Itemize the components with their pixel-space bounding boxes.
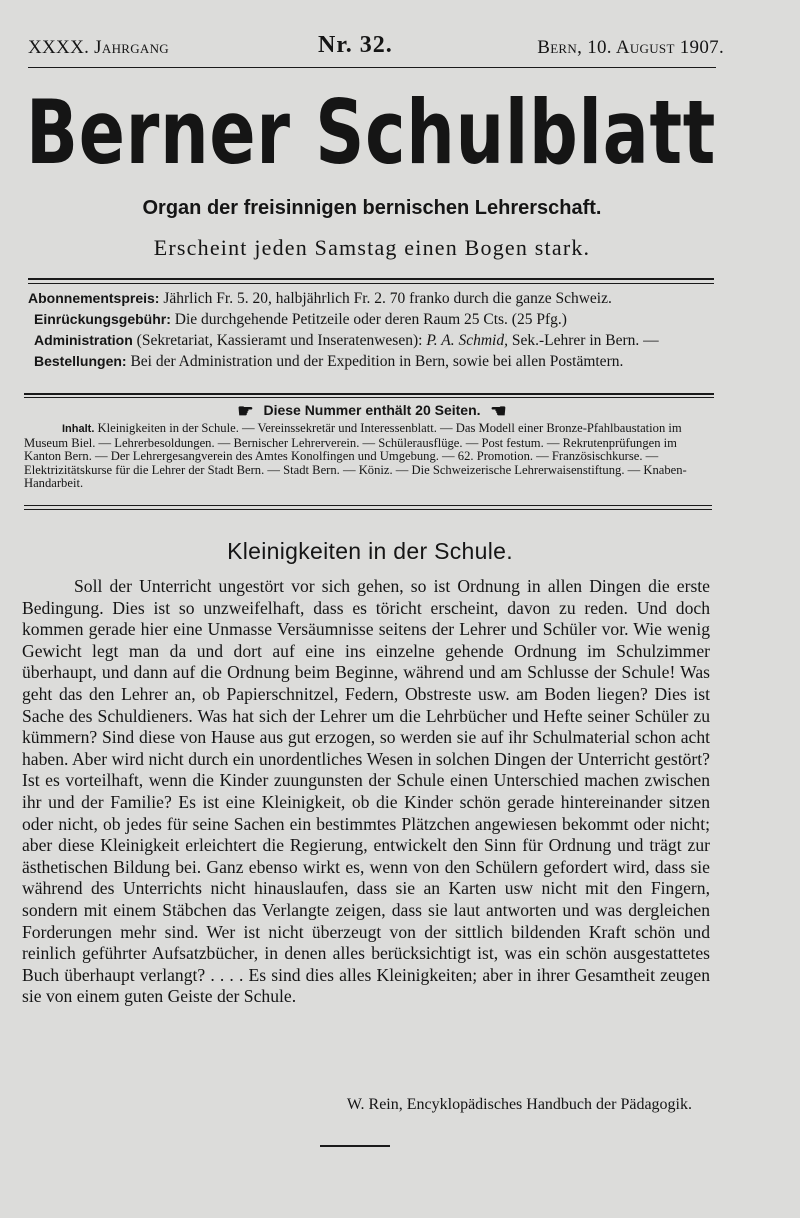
table-of-contents <box>24 422 714 491</box>
best-text: Bei der Administration und der Expedition in Bern, sowie bei allen Postämtern. <box>130 353 624 370</box>
einr-label: Einrückungsgebühr: <box>34 311 171 327</box>
pointing-hand-right-icon: ☛ <box>237 401 254 421</box>
abo-text: Jährlich Fr. 5. 20, halbjährlich Fr. 2. 70 franko durch die ganze Schweiz. <box>163 290 612 307</box>
end-rule <box>320 1145 390 1147</box>
best-label: Bestellungen: <box>34 353 127 369</box>
issue-date: Bern, 10. August 1907. <box>537 37 724 58</box>
admin-tail: Sek.-Lehrer in Bern. — <box>511 332 659 349</box>
article-title: Kleinigkeiten in der Schule. <box>227 538 513 564</box>
admin-name: P. A. Schmid, <box>426 332 508 349</box>
issue-number: Nr. 32. <box>318 32 393 58</box>
volume-year: XXXX. Jahrgang <box>28 37 169 58</box>
masthead-tagline: Erscheint jeden Samstag einen Bogen stark. <box>153 235 591 260</box>
article-paragraph: Soll der Unterricht ungestört vor sich gehen, so ist Ordnung in allen Dingen die erste Bedingung. Dies ist so unzweifelhaft, dass es töricht erscheint, davon zu reden. Und doch kommen gerade hier eine Unmasse Versäumnisse seitens der Lehrer und Schüler vor. Wie wenig Gewicht legt man da und dort auf eine ins einzelne gehende Ordnung im Schulzimmer überhaupt, und dann auf die Ordnung beim Beginne, während und am Schlusse der Schule! Was geht das den Lehrer an, ob Papierschnitzel, Federn, Obstreste usw. am Boden liegen? Dies ist Sache des Schuldieners. Was hat sich der Lehrer um die Lehrbücher und Hefte seiner Schüler zu kümmern? Sind diese von Hause aus gut erzogen, so werden sie auf ihr Schulmaterial schon acht haben. Aber wird nicht durch ein unordentliches Wesen in solchen Dingen der Unterricht gestört? Ist es vorteilhaft, wenn die Kinder zuungunsten der Schule einen Unterschied machen zwischen ihr und der Familie? Es ist eine Kleinigkeit, ob die Kinder schön gerade hintereinander sitzen oder nicht, ob jedes für seine Sachen ein bestimmtes Plätzchen angewiesen bekommt oder nicht; aber diese Kleinigkeit erleichtert die Regierung, entwickelt den Sinn für Ordnung und trägt zur ästhetischen Bildung bei. Ganz ebenso wirkt es, wenn von den Schülern gefordert wird, dass sie während des Unterrichts nicht hinauslaufen, dass sie an Karten usw nicht mit den Fingern, sondern mit einem Stäbchen das Verlangte zeigen, dass sie laut antworten und was dergleichen Forderungen mehr sind. Wer ist nicht überzeugt von der sittlich bildenden Kraft schön und reinlich geführter Aufsatzbücher, in denen alles berücksichtigt ist, was ein schön ausgestattetes Buch überhaupt verlangt? . . . . Es sind dies alles Kleinigkeiten; aber in ihrer Gesamtheit zeugen sie von einem guten Geiste der Schule. <box>22 576 710 1007</box>
contents-rule-bottom <box>24 509 712 510</box>
article-body <box>22 576 710 1008</box>
article-source: W. Rein, Encyklopädisches Handbuch der Pädagogik. <box>346 1096 692 1113</box>
pointing-hand-left-icon: ☚ <box>490 401 507 421</box>
info-rule-top <box>24 393 714 395</box>
page-count-notice <box>0 401 744 422</box>
admin-label: Administration <box>34 332 133 348</box>
inhalt-label: Inhalt. <box>62 423 95 435</box>
masthead-title: Berner Schulblatt <box>26 81 717 184</box>
masthead-rule-top <box>28 278 714 280</box>
subscription-info <box>28 288 718 372</box>
abo-label: Abonnementspreis: <box>28 290 160 306</box>
inhalt-text: Kleinigkeiten in der Schule. — Vereinssekretär und Interessenblatt. — Das Modell einer Bronze-Pfahlbaustation im Museum Biel. — Lehrerbesoldungen. — Bernischer Lehrerverein. — Schülerausflüge. — Post festum. — Rekrutenprüfungen im Kanton Bern. — Der Lehrergesangverein des Amtes Konolfingen und Umgebung. — 62. Promotion. — Französischkurse. — Elektrizitätskurse für die Lehrer der Stadt Bern. — Stadt Bern. — Köniz. — Die Schweizerische Lehrerwaisenstiftung. — Knaben-Handarbeit. <box>24 421 687 491</box>
einr-text: Die durchgehende Petitzeile oder deren Raum 25 Cts. (25 Pfg.) <box>174 311 567 328</box>
info-rule-bottom <box>24 397 714 398</box>
admin-text: (Sekretariat, Kassieramt und Inseratenwesen): <box>136 332 423 349</box>
masthead-subtitle: Organ der freisinnigen bernischen Lehrerschaft. <box>142 197 602 219</box>
page-count-text: Diese Nummer enthält 20 Seiten. <box>263 402 481 418</box>
header-rule <box>28 67 716 68</box>
masthead-rule-bottom <box>28 283 714 284</box>
contents-rule-top <box>24 505 712 506</box>
